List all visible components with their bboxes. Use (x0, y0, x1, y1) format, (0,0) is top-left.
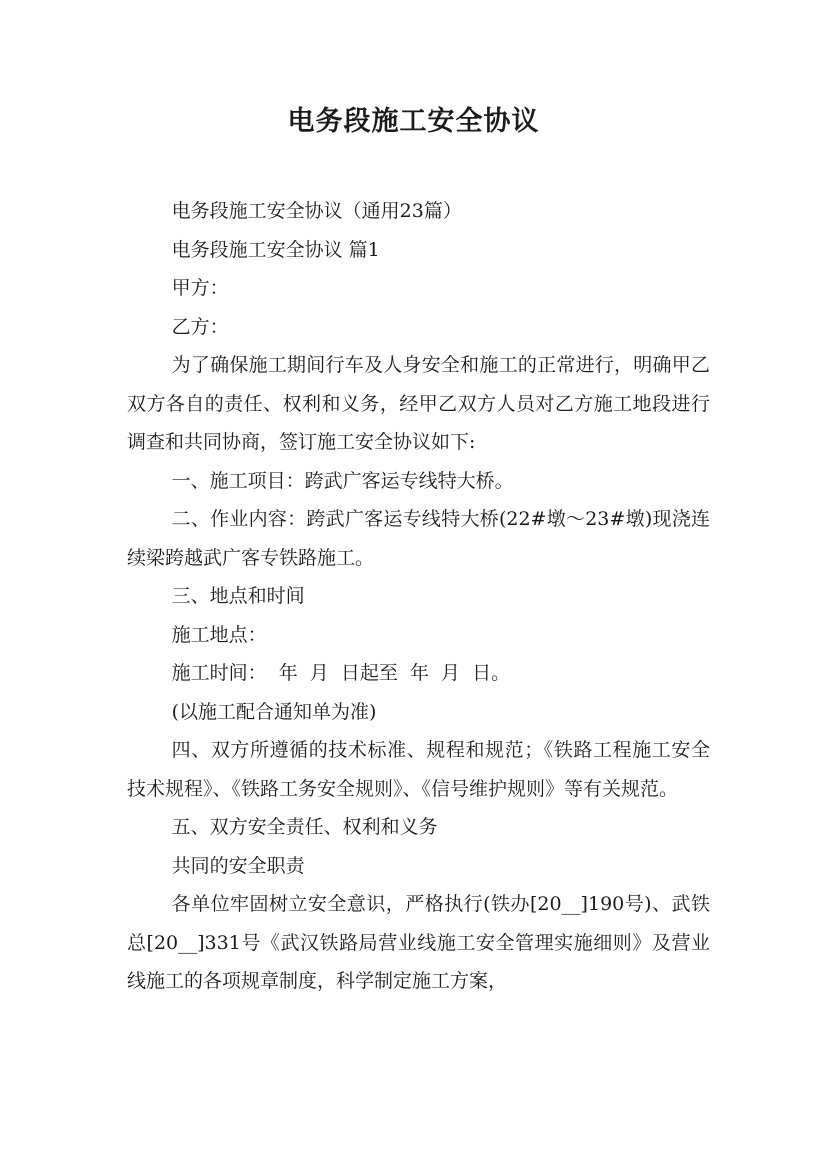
paragraph: 电务段施工安全协议 篇1 (171, 238, 380, 261)
paragraph: 共同的安全职责 (171, 854, 305, 877)
paragraph: 四、双方所遵循的技术标准、规程和规范；《铁路工程施工安全技术规程》、《铁路工务安全规则》、《信号维护规则》等有关规范。 (127, 739, 710, 800)
paragraph: 二、作业内容：跨武广客运专线特大桥(22#墩～23#墩)现浇连续梁跨越武广客专铁路施工。 (127, 508, 710, 569)
paragraph: (以施工配合通知单为准) (171, 700, 377, 723)
paragraph: 为了确保施工期间行车及人身安全和施工的正常进行，明确甲乙双方各自的责任、权利和义务，经甲乙双方人员对乙方施工地段进行调查和共同协商，签订施工安全协议如下: (127, 354, 710, 453)
paragraph: 甲方： (171, 277, 229, 299)
paragraph: 一、施工项目：跨武广客运专线特大桥。 (171, 469, 514, 492)
paragraph: 电务段施工安全协议（通用23篇） (171, 200, 462, 222)
document-body (127, 192, 710, 1001)
paragraph: 各单位牢固树立安全意识，严格执行(铁办[20__]190号)、武铁总[20__]331号《武汉铁路局营业线施工安全管理实施细则》及营业线施工的各项规章制度，科学制定施工方案， (127, 893, 710, 992)
paragraph: 施工时间： 年 月 日起至 年 月 日。 (171, 662, 511, 684)
document-title: 电务段施工安全协议 (287, 106, 540, 137)
paragraph: 施工地点： (171, 623, 267, 646)
paragraph: 五、双方安全责任、权利和义务 (171, 816, 438, 838)
paragraph: 三、地点和时间 (171, 585, 305, 607)
paragraph: 乙方： (171, 315, 229, 338)
